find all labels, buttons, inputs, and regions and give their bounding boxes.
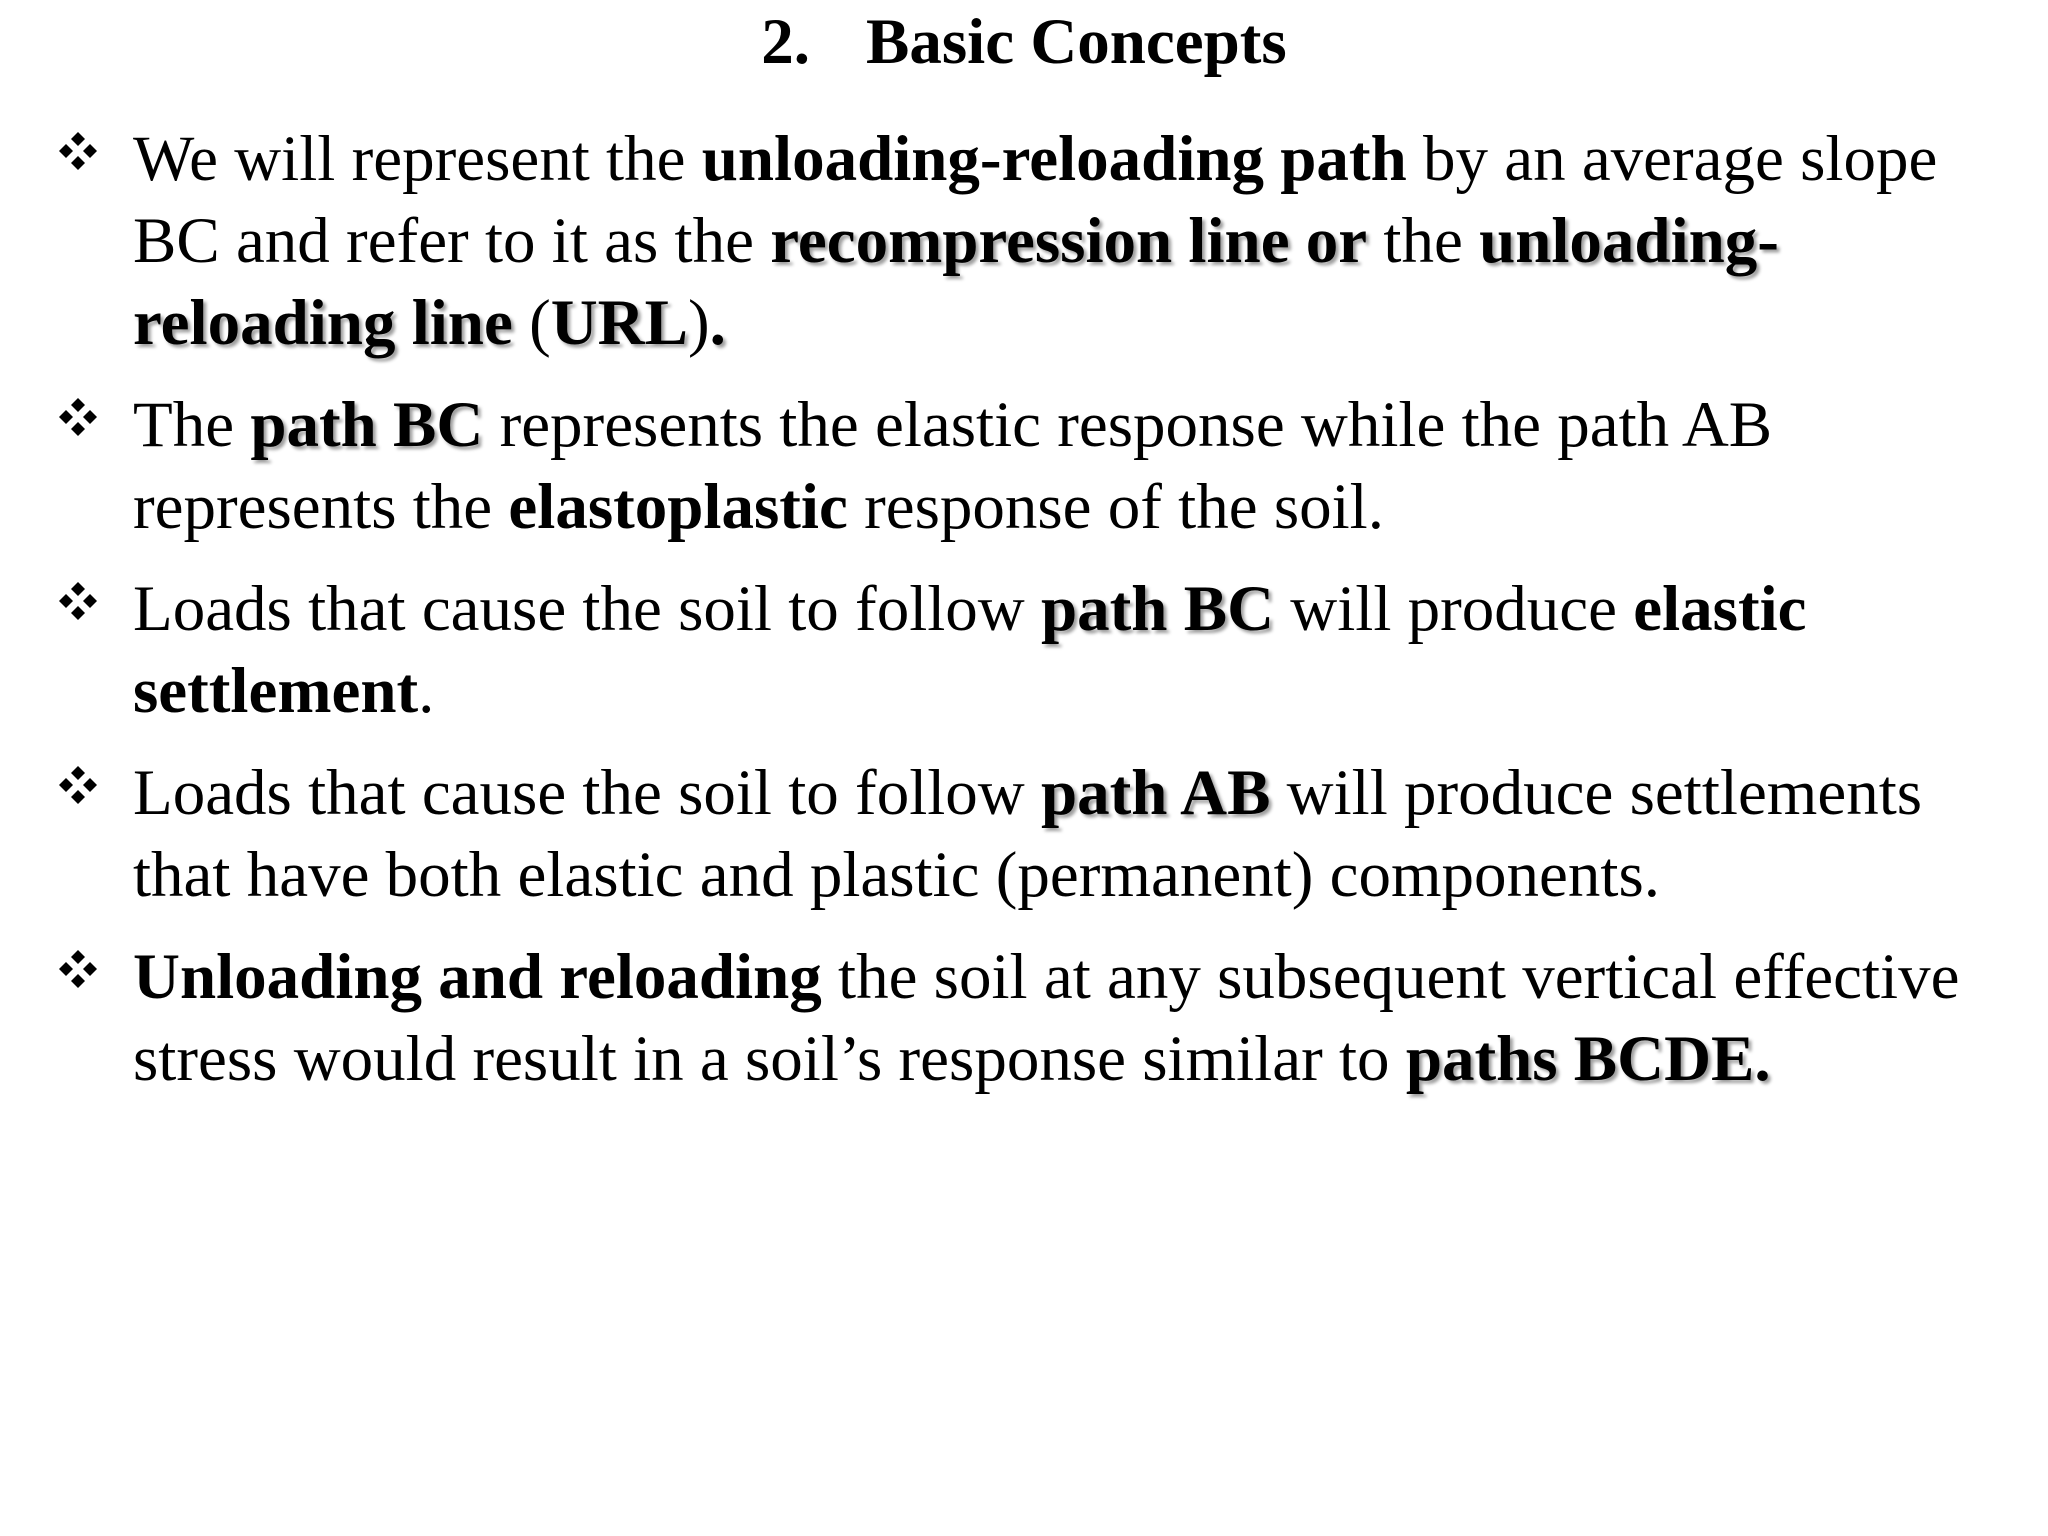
- four-diamond-bullet-icon: [58, 384, 118, 466]
- bullet-item: [0, 568, 2048, 732]
- bullet-text: We will represent the: [133, 123, 702, 195]
- bullet-text-bold: Unloading and reloading: [133, 941, 822, 1013]
- four-diamond-bullet-icon: [58, 568, 118, 650]
- bullet-text: the: [1367, 205, 1480, 277]
- bullet-text-bold: unloading-reloading line: [133, 205, 1779, 359]
- bullet-item: [0, 384, 2048, 548]
- bullet-text-bold: elastoplastic: [508, 471, 848, 543]
- bullet-text: represents the elastic response while the path AB represents the: [133, 389, 1773, 543]
- bullet-text-bold: .: [709, 287, 726, 359]
- bullet-text: by an average slope BC and refer to it as the: [133, 123, 1938, 277]
- bullet-text-bold: path BC: [250, 389, 484, 461]
- bullet-text: response of the soil.: [847, 471, 1384, 543]
- bullet-text: (: [512, 287, 551, 359]
- slide-title-text: Basic Concepts: [866, 6, 1287, 78]
- bullet-item: [0, 118, 2048, 364]
- bullet-text-bold: elastic settlement: [133, 573, 1807, 727]
- bullet-text: Loads that cause the soil to follow: [133, 757, 1042, 829]
- bullet-item: [0, 752, 2048, 916]
- bullet-text: ): [687, 287, 710, 359]
- bullet-text: The: [133, 389, 251, 461]
- slide-title: [0, 6, 2048, 78]
- bullet-text-bold: path BC: [1041, 573, 1275, 645]
- bullet-list: [0, 118, 2048, 1120]
- bullet-text: will produce settlements that have both elastic and plastic (permanent) components.: [133, 757, 1923, 911]
- four-diamond-bullet-icon: [58, 936, 118, 1018]
- four-diamond-bullet-icon: [58, 752, 118, 834]
- bullet-text: the soil at any subsequent vertical effective stress would result in a soil’s response similar to: [133, 941, 1960, 1095]
- bullet-text-bold: path AB: [1041, 757, 1271, 829]
- bullet-text-bold: paths BCDE.: [1405, 1023, 1771, 1095]
- four-diamond-bullet-icon: [58, 118, 118, 200]
- slide-title-number: 2.: [761, 6, 811, 78]
- bullet-text-bold: unloading-reloading path: [701, 123, 1407, 195]
- bullet-text-bold: URL: [550, 287, 688, 359]
- bullet-item: [0, 936, 2048, 1100]
- bullet-text: .: [418, 655, 435, 727]
- bullet-text: will produce: [1274, 573, 1634, 645]
- bullet-text: Loads that cause the soil to follow: [133, 573, 1042, 645]
- bullet-text-bold: recompression line or: [770, 205, 1368, 277]
